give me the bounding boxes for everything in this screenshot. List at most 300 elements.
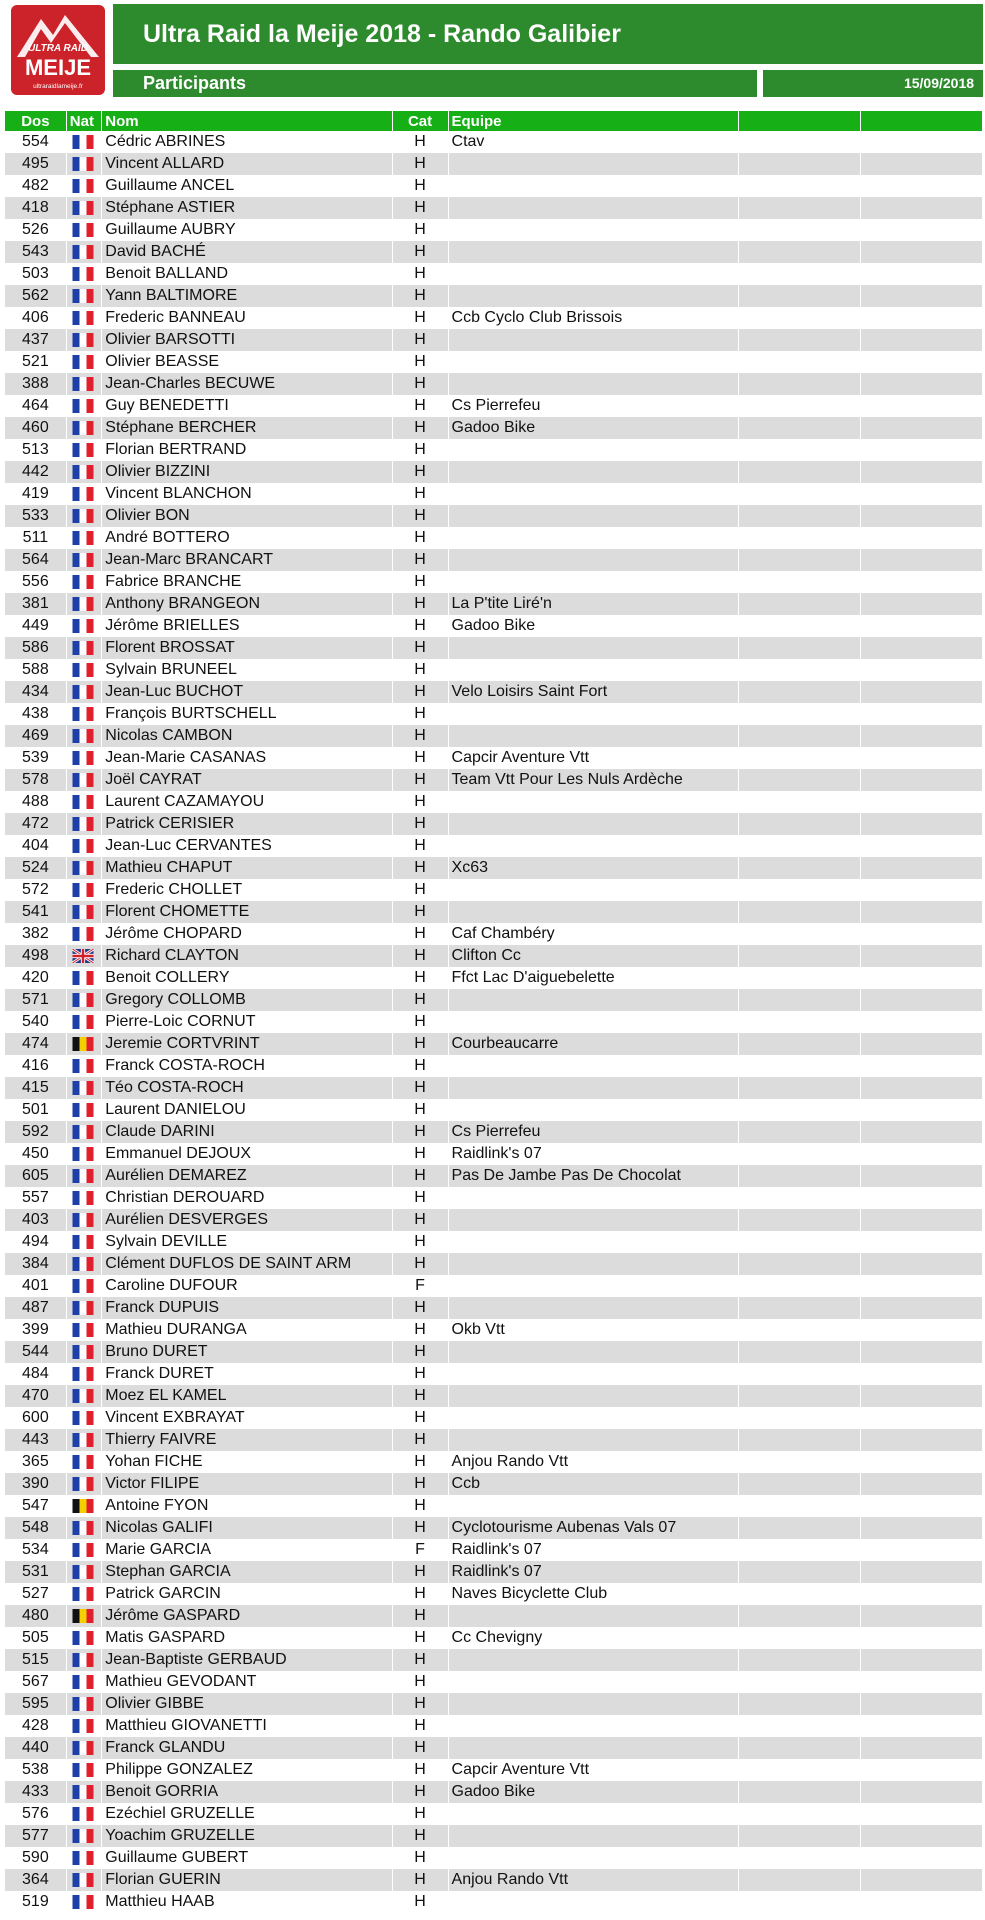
participant-name: Jean-Luc CERVANTES — [102, 835, 392, 857]
bib-number: 539 — [5, 747, 66, 769]
table-row — [5, 1231, 983, 1253]
table-row — [5, 1033, 983, 1055]
empty-cell — [738, 1055, 861, 1077]
team-name — [448, 1495, 738, 1517]
team-name — [448, 1429, 738, 1451]
empty-cell — [738, 989, 861, 1011]
belgium-flag-icon — [72, 1609, 94, 1623]
bib-number: 533 — [5, 505, 66, 527]
france-flag-icon — [72, 1103, 94, 1117]
france-flag-icon — [72, 839, 94, 853]
team-name — [448, 1737, 738, 1759]
empty-cell — [738, 835, 861, 857]
participant-name: Franck GLANDU — [102, 1737, 392, 1759]
team-name: Cyclotourisme Aubenas Vals 07 — [448, 1517, 738, 1539]
france-flag-icon — [72, 1323, 94, 1337]
nationality-cell — [66, 1099, 101, 1121]
table-row — [5, 329, 983, 351]
bib-number: 513 — [5, 439, 66, 461]
france-flag-icon — [72, 773, 94, 787]
nationality-cell — [66, 241, 101, 263]
category: H — [392, 1781, 448, 1803]
category: H — [392, 1121, 448, 1143]
category: H — [392, 1429, 448, 1451]
table-row — [5, 879, 983, 901]
table-row — [5, 703, 983, 725]
category: H — [392, 175, 448, 197]
event-logo — [11, 5, 105, 95]
participant-name: Marie GARCIA — [102, 1539, 392, 1561]
bib-number: 548 — [5, 1517, 66, 1539]
bib-number: 384 — [5, 1253, 66, 1275]
category: H — [392, 1209, 448, 1231]
table-row — [5, 505, 983, 527]
empty-cell — [738, 1891, 861, 1913]
bib-number: 541 — [5, 901, 66, 923]
nationality-cell — [66, 637, 101, 659]
empty-cell — [861, 1583, 983, 1605]
category: H — [392, 791, 448, 813]
bib-number: 557 — [5, 1187, 66, 1209]
france-flag-icon — [72, 1301, 94, 1315]
nationality-cell — [66, 1143, 101, 1165]
subtitle-bar — [113, 70, 983, 97]
empty-cell — [738, 703, 861, 725]
nationality-cell — [66, 1033, 101, 1055]
empty-cell — [738, 1429, 861, 1451]
category: H — [392, 571, 448, 593]
empty-cell — [861, 769, 983, 791]
bib-number: 501 — [5, 1099, 66, 1121]
bib-number: 404 — [5, 835, 66, 857]
category: H — [392, 1605, 448, 1627]
empty-cell — [738, 879, 861, 901]
france-flag-icon — [72, 597, 94, 611]
category: H — [392, 439, 448, 461]
bib-number: 571 — [5, 989, 66, 1011]
bib-number: 482 — [5, 175, 66, 197]
bib-number: 605 — [5, 1165, 66, 1187]
participant-name: Patrick CERISIER — [102, 813, 392, 835]
category: H — [392, 527, 448, 549]
france-flag-icon — [72, 1477, 94, 1491]
empty-cell — [738, 1011, 861, 1033]
nationality-cell — [66, 1363, 101, 1385]
category: H — [392, 373, 448, 395]
nationality-cell — [66, 549, 101, 571]
bib-number: 484 — [5, 1363, 66, 1385]
table-row — [5, 483, 983, 505]
empty-cell — [738, 131, 861, 153]
team-name — [448, 835, 738, 857]
table-row — [5, 241, 983, 263]
team-name — [448, 197, 738, 219]
nationality-cell — [66, 879, 101, 901]
empty-cell — [738, 1319, 861, 1341]
empty-cell — [738, 1803, 861, 1825]
empty-cell — [861, 1231, 983, 1253]
team-name — [448, 879, 738, 901]
table-row — [5, 1363, 983, 1385]
table-row — [5, 1869, 983, 1891]
category: H — [392, 1671, 448, 1693]
france-flag-icon — [72, 641, 94, 655]
nationality-cell — [66, 307, 101, 329]
team-name: Ffct Lac D'aiguebelette — [448, 967, 738, 989]
team-name: Xc63 — [448, 857, 738, 879]
bib-number: 547 — [5, 1495, 66, 1517]
empty-cell — [738, 1297, 861, 1319]
empty-cell — [861, 307, 983, 329]
table-row — [5, 1143, 983, 1165]
team-name — [448, 527, 738, 549]
participant-name: Olivier GIBBE — [102, 1693, 392, 1715]
france-flag-icon — [72, 685, 94, 699]
category: H — [392, 703, 448, 725]
empty-cell — [738, 1121, 861, 1143]
team-name — [448, 549, 738, 571]
category: H — [392, 395, 448, 417]
nationality-cell — [66, 263, 101, 285]
team-name: Gadoo Bike — [448, 1781, 738, 1803]
team-name — [448, 791, 738, 813]
nationality-cell — [66, 901, 101, 923]
empty-cell — [861, 329, 983, 351]
bib-number: 562 — [5, 285, 66, 307]
team-name — [448, 1231, 738, 1253]
empty-cell — [861, 747, 983, 769]
team-name: Gadoo Bike — [448, 417, 738, 439]
empty-cell — [861, 1319, 983, 1341]
france-flag-icon — [72, 553, 94, 567]
empty-cell — [861, 703, 983, 725]
team-name — [448, 153, 738, 175]
empty-cell — [738, 527, 861, 549]
france-flag-icon — [72, 245, 94, 259]
empty-cell — [861, 1275, 983, 1297]
nationality-cell — [66, 417, 101, 439]
bib-number: 399 — [5, 1319, 66, 1341]
nationality-cell — [66, 1165, 101, 1187]
nationality-cell — [66, 1561, 101, 1583]
france-flag-icon — [72, 1587, 94, 1601]
bib-number: 415 — [5, 1077, 66, 1099]
team-name — [448, 1363, 738, 1385]
nationality-cell — [66, 1627, 101, 1649]
team-name: Raidlink's 07 — [448, 1143, 738, 1165]
participant-name: Fabrice BRANCHE — [102, 571, 392, 593]
empty-cell — [861, 1297, 983, 1319]
logo-line3: ultraraidlameije.fr — [33, 83, 83, 90]
france-flag-icon — [72, 817, 94, 831]
category: H — [392, 197, 448, 219]
empty-cell — [738, 1781, 861, 1803]
participant-name: Pierre-Loic CORNUT — [102, 1011, 392, 1033]
france-flag-icon — [72, 1345, 94, 1359]
table-row — [5, 571, 983, 593]
france-flag-icon — [72, 1235, 94, 1249]
empty-cell — [861, 1781, 983, 1803]
participant-name: Florent CHOMETTE — [102, 901, 392, 923]
table-row — [5, 1759, 983, 1781]
nationality-cell — [66, 1803, 101, 1825]
nationality-cell — [66, 1825, 101, 1847]
empty-cell — [861, 1495, 983, 1517]
table-row — [5, 1209, 983, 1231]
empty-cell — [861, 1473, 983, 1495]
table-row — [5, 549, 983, 571]
participant-name: Yann BALTIMORE — [102, 285, 392, 307]
team-name — [448, 1891, 738, 1913]
participant-name: Mathieu DURANGA — [102, 1319, 392, 1341]
category: H — [392, 285, 448, 307]
team-name: Raidlink's 07 — [448, 1539, 738, 1561]
bib-number: 600 — [5, 1407, 66, 1429]
france-flag-icon — [72, 1675, 94, 1689]
mountain-logo-icon — [11, 5, 105, 95]
empty-cell — [738, 1715, 861, 1737]
team-name — [448, 1407, 738, 1429]
nationality-cell — [66, 219, 101, 241]
table-row — [5, 1671, 983, 1693]
table-row — [5, 461, 983, 483]
empty-cell — [738, 461, 861, 483]
empty-cell — [738, 439, 861, 461]
category: H — [392, 329, 448, 351]
team-name — [448, 505, 738, 527]
participant-name: Joël CAYRAT — [102, 769, 392, 791]
category: H — [392, 1649, 448, 1671]
category: H — [392, 1627, 448, 1649]
france-flag-icon — [72, 311, 94, 325]
empty-cell — [861, 1693, 983, 1715]
team-name — [448, 329, 738, 351]
empty-cell — [861, 967, 983, 989]
france-flag-icon — [72, 1895, 94, 1909]
france-flag-icon — [72, 355, 94, 369]
empty-cell — [738, 945, 861, 967]
empty-cell — [861, 373, 983, 395]
nationality-cell — [66, 747, 101, 769]
participant-name: Antoine FYON — [102, 1495, 392, 1517]
participant-name: Ezéchiel GRUZELLE — [102, 1803, 392, 1825]
table-row — [5, 1737, 983, 1759]
empty-cell — [738, 241, 861, 263]
category: H — [392, 417, 448, 439]
category: H — [392, 1033, 448, 1055]
team-name: Pas De Jambe Pas De Chocolat — [448, 1165, 738, 1187]
participant-name: Stéphane ASTIER — [102, 197, 392, 219]
empty-cell — [738, 395, 861, 417]
bib-number: 406 — [5, 307, 66, 329]
nationality-cell — [66, 1231, 101, 1253]
empty-cell — [738, 285, 861, 307]
empty-cell — [861, 395, 983, 417]
table-row — [5, 1451, 983, 1473]
team-name — [448, 571, 738, 593]
uk-flag-icon — [72, 949, 94, 963]
france-flag-icon — [72, 1389, 94, 1403]
bib-number: 437 — [5, 329, 66, 351]
category: H — [392, 1693, 448, 1715]
bib-number: 390 — [5, 1473, 66, 1495]
table-row — [5, 131, 983, 153]
team-name: Cc Chevigny — [448, 1627, 738, 1649]
france-flag-icon — [72, 1829, 94, 1843]
category: H — [392, 923, 448, 945]
category: H — [392, 263, 448, 285]
empty-cell — [738, 1561, 861, 1583]
table-row — [5, 1429, 983, 1451]
empty-cell — [861, 1187, 983, 1209]
category: H — [392, 945, 448, 967]
table-row — [5, 615, 983, 637]
empty-cell — [738, 1187, 861, 1209]
empty-cell — [738, 967, 861, 989]
table-row — [5, 153, 983, 175]
logo-line2: MEIJE — [24, 55, 92, 80]
nationality-cell — [66, 791, 101, 813]
team-name — [448, 1209, 738, 1231]
empty-cell — [861, 879, 983, 901]
category: H — [392, 813, 448, 835]
nationality-cell — [66, 395, 101, 417]
empty-cell — [861, 1209, 983, 1231]
nationality-cell — [66, 1187, 101, 1209]
category: H — [392, 1297, 448, 1319]
table-row — [5, 1473, 983, 1495]
category: H — [392, 1803, 448, 1825]
empty-cell — [738, 1649, 861, 1671]
bib-number: 527 — [5, 1583, 66, 1605]
category: H — [392, 1077, 448, 1099]
table-row — [5, 1803, 983, 1825]
france-flag-icon — [72, 223, 94, 237]
empty-cell — [738, 659, 861, 681]
category: H — [392, 1737, 448, 1759]
table-row — [5, 1275, 983, 1297]
france-flag-icon — [72, 1455, 94, 1469]
empty-cell — [861, 1385, 983, 1407]
team-name — [448, 901, 738, 923]
france-flag-icon — [72, 861, 94, 875]
team-name: Gadoo Bike — [448, 615, 738, 637]
category: H — [392, 1187, 448, 1209]
bib-number: 494 — [5, 1231, 66, 1253]
participant-name: Jean-Marie CASANAS — [102, 747, 392, 769]
participant-name: Cédric ABRINES — [102, 131, 392, 153]
table-row — [5, 1649, 983, 1671]
participant-name: Sylvain DEVILLE — [102, 1231, 392, 1253]
empty-cell — [861, 131, 983, 153]
nationality-cell — [66, 1451, 101, 1473]
france-flag-icon — [72, 531, 94, 545]
bib-number: 544 — [5, 1341, 66, 1363]
team-name — [448, 1649, 738, 1671]
empty-cell — [738, 1759, 861, 1781]
category: H — [392, 681, 448, 703]
table-header-row — [5, 111, 983, 131]
table-row — [5, 219, 983, 241]
nationality-cell — [66, 945, 101, 967]
nationality-cell — [66, 681, 101, 703]
team-name: Naves Bicyclette Club — [448, 1583, 738, 1605]
nationality-cell — [66, 439, 101, 461]
bib-number: 576 — [5, 1803, 66, 1825]
nationality-cell — [66, 1583, 101, 1605]
empty-cell — [738, 1671, 861, 1693]
nationality-cell — [66, 483, 101, 505]
empty-cell — [861, 1011, 983, 1033]
bib-number: 401 — [5, 1275, 66, 1297]
team-name — [448, 439, 738, 461]
nationality-cell — [66, 1385, 101, 1407]
bib-number: 586 — [5, 637, 66, 659]
nationality-cell — [66, 659, 101, 681]
team-name — [448, 219, 738, 241]
category: H — [392, 1143, 448, 1165]
bib-number: 419 — [5, 483, 66, 505]
logo-line1: ULTRA RAID — [28, 43, 88, 54]
table-row — [5, 1099, 983, 1121]
table-row — [5, 747, 983, 769]
participant-name: Emmanuel DEJOUX — [102, 1143, 392, 1165]
france-flag-icon — [72, 289, 94, 303]
team-name: Courbeaucarre — [448, 1033, 738, 1055]
team-name — [448, 1385, 738, 1407]
team-name — [448, 1055, 738, 1077]
table-row — [5, 1385, 983, 1407]
table-row — [5, 1517, 983, 1539]
participant-name: Vincent EXBRAYAT — [102, 1407, 392, 1429]
participant-name: Clément DUFLOS DE SAINT ARM — [102, 1253, 392, 1275]
empty-cell — [861, 505, 983, 527]
empty-cell — [738, 1605, 861, 1627]
empty-cell — [861, 1825, 983, 1847]
team-name: Ctav — [448, 131, 738, 153]
france-flag-icon — [72, 1147, 94, 1161]
table-row — [5, 1605, 983, 1627]
empty-cell — [861, 681, 983, 703]
team-name — [448, 1275, 738, 1297]
category: H — [392, 1385, 448, 1407]
column-header-cat: Cat — [392, 111, 448, 131]
team-name — [448, 483, 738, 505]
empty-cell — [861, 1121, 983, 1143]
participant-name: Jérôme BRIELLES — [102, 615, 392, 637]
empty-cell — [861, 1671, 983, 1693]
category: H — [392, 1231, 448, 1253]
empty-cell — [861, 857, 983, 879]
nationality-cell — [66, 1011, 101, 1033]
category: H — [392, 1011, 448, 1033]
participant-name: François BURTSCHELL — [102, 703, 392, 725]
category: H — [392, 835, 448, 857]
table-row — [5, 835, 983, 857]
table-row — [5, 417, 983, 439]
category: H — [392, 1341, 448, 1363]
bib-number: 440 — [5, 1737, 66, 1759]
table-row — [5, 659, 983, 681]
table-row — [5, 307, 983, 329]
team-name — [448, 1605, 738, 1627]
france-flag-icon — [72, 377, 94, 391]
nationality-cell — [66, 373, 101, 395]
participant-name: Benoit GORRIA — [102, 1781, 392, 1803]
participant-name: Mathieu CHAPUT — [102, 857, 392, 879]
bib-number: 498 — [5, 945, 66, 967]
section-title: Participants — [113, 70, 757, 97]
